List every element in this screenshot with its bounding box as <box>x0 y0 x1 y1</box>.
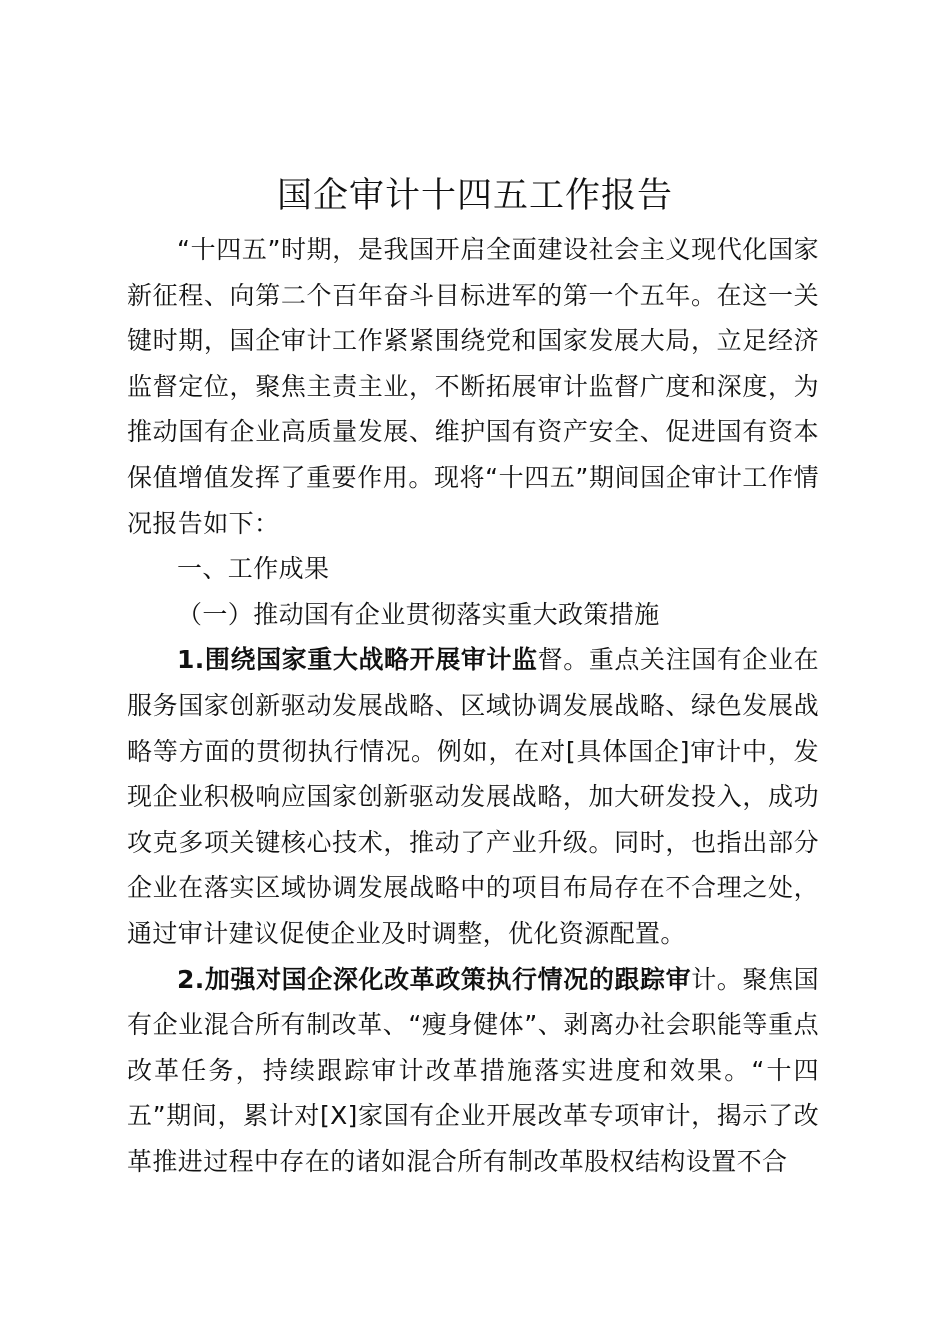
item-paragraph-2 <box>127 957 819 1185</box>
item-2-lead: 2.加强对国企深化改革政策执行情况的跟踪审 <box>177 964 692 994</box>
subsection-heading-policy: （一）推动国有企业贯彻落实重大政策措施 <box>177 599 660 629</box>
intro-paragraph: “十四五”时期，是我国开启全面建设社会主义现代化国家新征程、向第二个百年奋斗目标进军的第一个五年。在这一关键时期，国企审计工作紧紧围绕党和国家发展大局，立足经济监督定位，聚焦主责主业，不断拓展审计监督广度和深度，为推动国有企业高质量发展、维护国有资产安全、促进国有资本保值增值发挥了重要作用。现将“十四五”期间国企审计工作情况报告如下： <box>127 235 819 538</box>
item-paragraph-1 <box>127 637 819 956</box>
document-title: 国企审计十四五工作报告 <box>276 176 673 216</box>
item-2-body: 计。聚焦国有企业混合所有制改革、“瘦身健体”、剥离办社会职能等重点改革任务，持续跟踪审计改革措施落实进度和效果。“十四五”期间，累计对[X]家国有企业开展改革专项审计，揭示了改革推进过程中存在的诸如混合所有制改革股权结构设置不合 <box>127 964 819 1176</box>
section-heading-achievements: 一、工作成果 <box>177 554 330 584</box>
item-1-lead: 1.围绕国家重大战略开展审计监 <box>177 645 538 675</box>
item-1-body: 督。重点关注国有企业在服务国家创新驱动发展战略、区域协调发展战略、绿色发展战略等方面的贯彻执行情况。例如，在对[具体国企]审计中，发现企业积极响应国家创新驱动发展战略，加大研发投入，成功攻克多项关键核心技术，推动了产业升级。同时，也指出部分企业在落实区域协调发展战略中的项目布局存在不合理之处，通过审计建议促使企业及时调整，优化资源配置。 <box>127 645 819 948</box>
document-body <box>127 227 819 1184</box>
